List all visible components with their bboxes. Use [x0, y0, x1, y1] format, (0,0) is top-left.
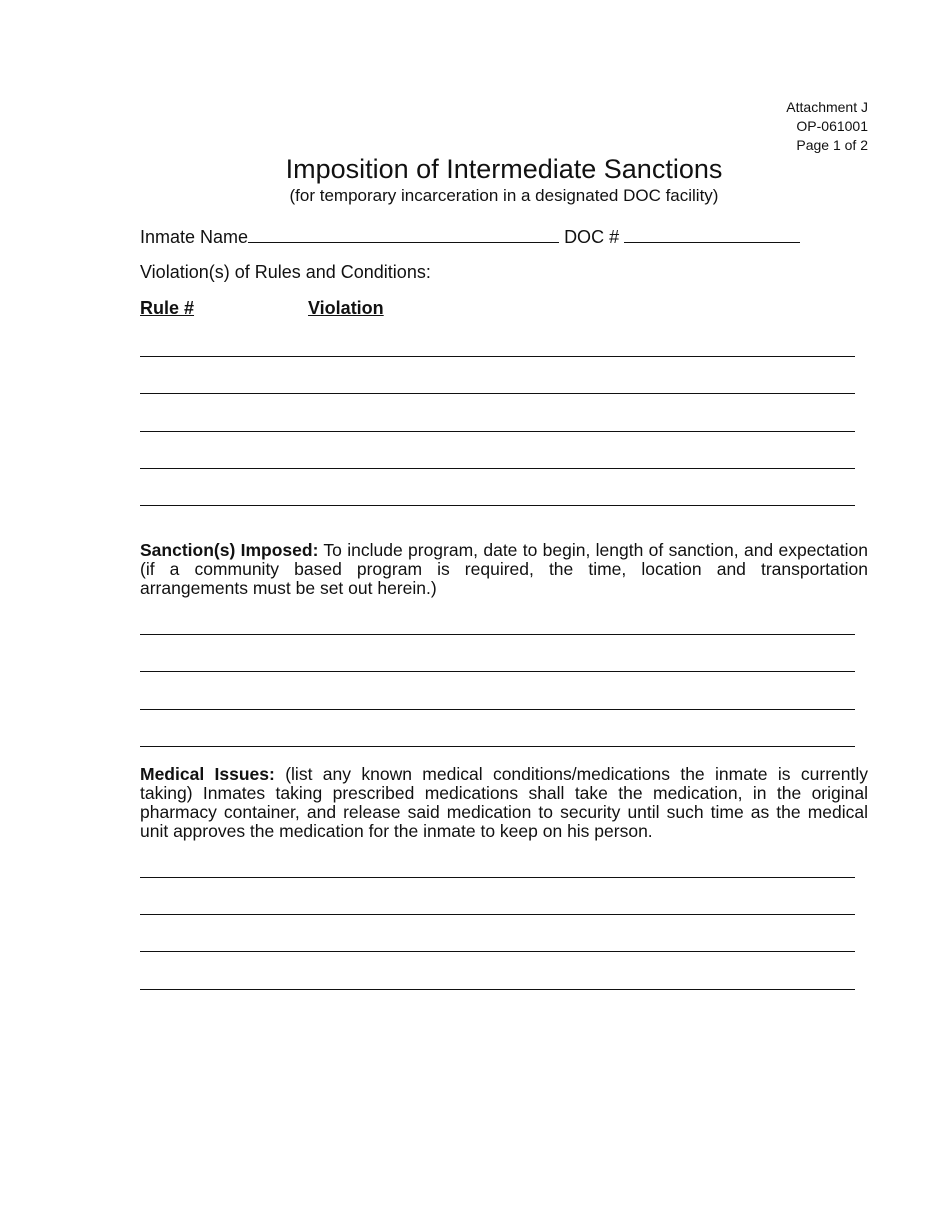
inmate-name-field[interactable] [248, 224, 559, 243]
document-reference [786, 98, 868, 155]
medical-entry-line[interactable] [140, 951, 855, 952]
sanction-entry-line[interactable] [140, 709, 855, 710]
sanctions-section [140, 541, 868, 598]
violation-column: Violation [308, 298, 384, 318]
medical-section [140, 765, 868, 841]
sanctions-label: Sanction(s) Imposed: [140, 540, 319, 560]
page-number: Page 1 of 2 [796, 137, 868, 153]
sanction-entry-line[interactable] [140, 671, 855, 672]
doc-number-label: DOC # [564, 227, 620, 247]
violation-entry-line[interactable] [140, 505, 855, 506]
medical-entry-line[interactable] [140, 989, 855, 990]
form-subtitle: (for temporary incarceration in a designated DOC facility) [289, 186, 719, 205]
rule-number-column: Rule # [140, 298, 195, 318]
medical-label: Medical Issues: [140, 764, 275, 784]
sanction-entry-line[interactable] [140, 746, 855, 747]
inmate-name-label: Inmate Name [140, 227, 249, 247]
sanction-entry-line[interactable] [140, 634, 855, 635]
attachment-label: Attachment J [786, 99, 868, 115]
violations-heading: Violation(s) of Rules and Conditions: [140, 262, 431, 282]
violation-entry-line[interactable] [140, 356, 855, 357]
violation-entry-line[interactable] [140, 468, 855, 469]
medical-entry-line[interactable] [140, 877, 855, 878]
sanctions-instructions: To include program, date to begin, length of sanction, and expectation (if a community based program is required, the time, location and transportation arrangements must be set out herein.) [140, 540, 868, 598]
violation-entry-line[interactable] [140, 431, 855, 432]
medical-entry-line[interactable] [140, 914, 855, 915]
form-title: Imposition of Intermediate Sanctions [285, 154, 723, 184]
violations-table-header [140, 298, 384, 319]
violation-entry-line[interactable] [140, 393, 855, 394]
op-number: OP-061001 [796, 118, 868, 134]
inmate-info-row [140, 224, 800, 248]
doc-number-field[interactable] [624, 224, 800, 243]
medical-instructions: (list any known medical conditions/medications the inmate is currently taking) Inmates taking prescribed medications shall take the medication, in the original pharmacy container, and release said medication to security until such time as the medical unit approves the medication for the inmate to keep on his person. [140, 764, 868, 841]
